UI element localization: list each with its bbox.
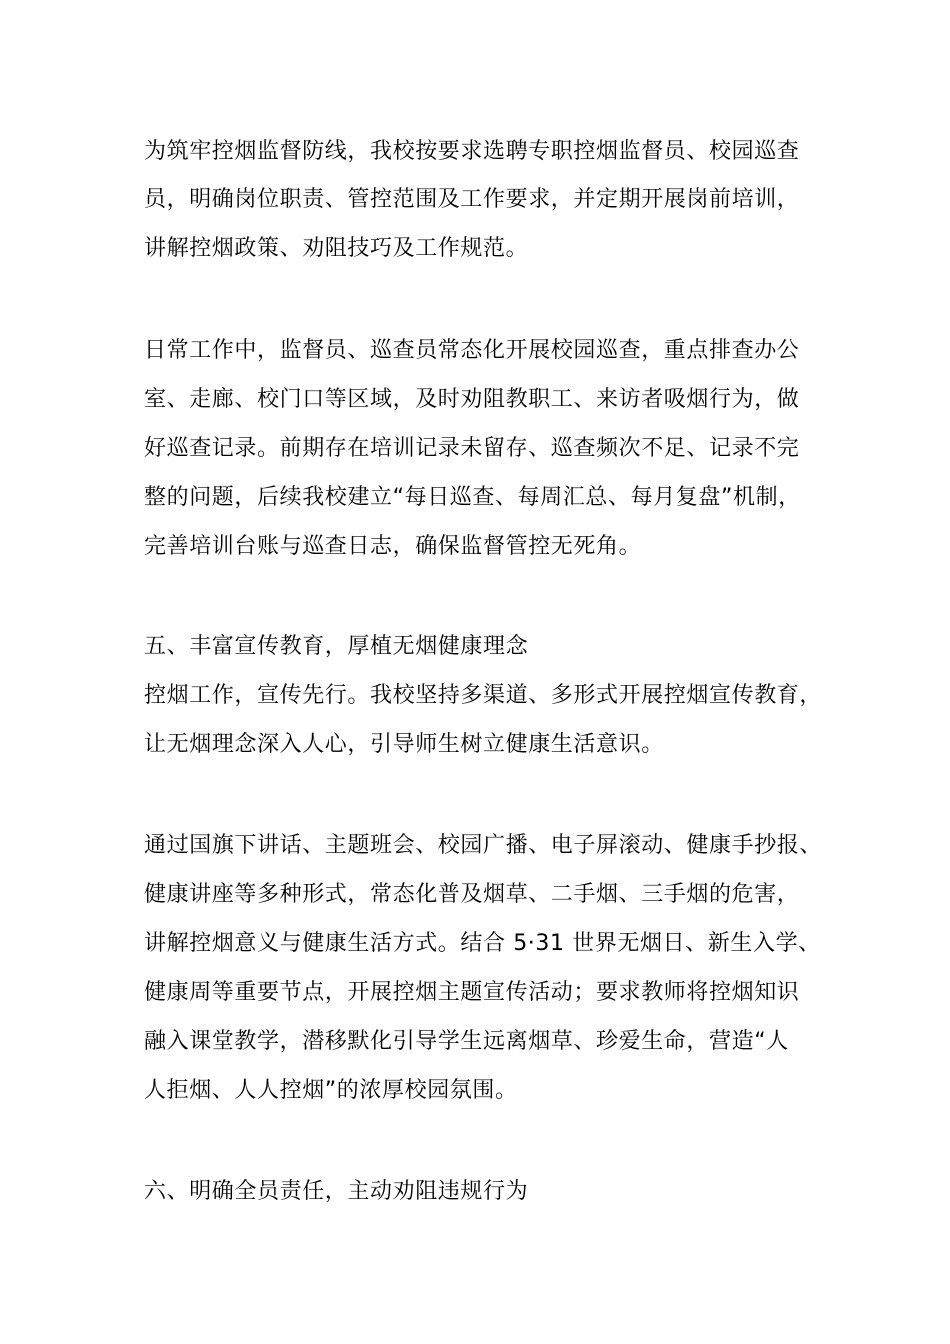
paragraph-line: 整的问题，后续我校建立“每日巡查、每周汇总、每月复盘”机制，: [144, 485, 801, 510]
paragraph-line: 健康周等重要节点，开展控烟主题宣传活动；要求教师将控烟知识: [144, 980, 800, 1005]
paragraph-line: 通过国旗下讲话、主题班会、校园广播、电子屏滚动、健康手抄报、: [144, 833, 823, 858]
paragraph-line: 人拒烟、人人控烟”的浓厚校园氛围。: [144, 1078, 518, 1103]
paragraph-line: 讲解控烟意义与健康生活方式。结合 5·31 世界无烟日、新生入学、: [144, 931, 821, 956]
section-heading: 六、明确全员责任，主动劝阻违规行为: [144, 1179, 529, 1204]
paragraph-line: 融入课堂教学，潜移默化引导学生远离烟草、珍爱生命，营造“人: [144, 1029, 789, 1054]
paragraph-line: 日常工作中，监督员、巡查员常态化开展校园巡查，重点排查办公: [144, 338, 800, 363]
paragraph-line: 室、走廊、校门口等区域，及时劝阻教职工、来访者吸烟行为，做: [144, 387, 800, 412]
paragraph-line: 健康讲座等多种形式，常态化普及烟草、二手烟、三手烟的危害，: [144, 882, 800, 907]
paragraph-line: 讲解控烟政策、劝阻技巧及工作规范。: [144, 236, 529, 261]
paragraph-line: 好巡查记录。前期存在培训记录未留存、巡查频次不足、记录不完: [144, 436, 800, 461]
paragraph-line: 为筑牢控烟监督防线，我校按要求选聘专职控烟监督员、校园巡查: [144, 139, 800, 164]
paragraph-line: 员，明确岗位职责、管控范围及工作要求，并定期开展岗前培训，: [144, 187, 800, 212]
paragraph-line: 让无烟理念深入人心，引导师生树立健康生活意识。: [144, 732, 664, 757]
paragraph-line: 完善培训台账与巡查日志，确保监督管控无死角。: [144, 534, 642, 559]
section-heading: 五、丰富宣传教育，厚植无烟健康理念: [144, 634, 529, 659]
paragraph-line: 控烟工作，宣传先行。我校坚持多渠道、多形式开展控烟宣传教育，: [144, 683, 823, 708]
